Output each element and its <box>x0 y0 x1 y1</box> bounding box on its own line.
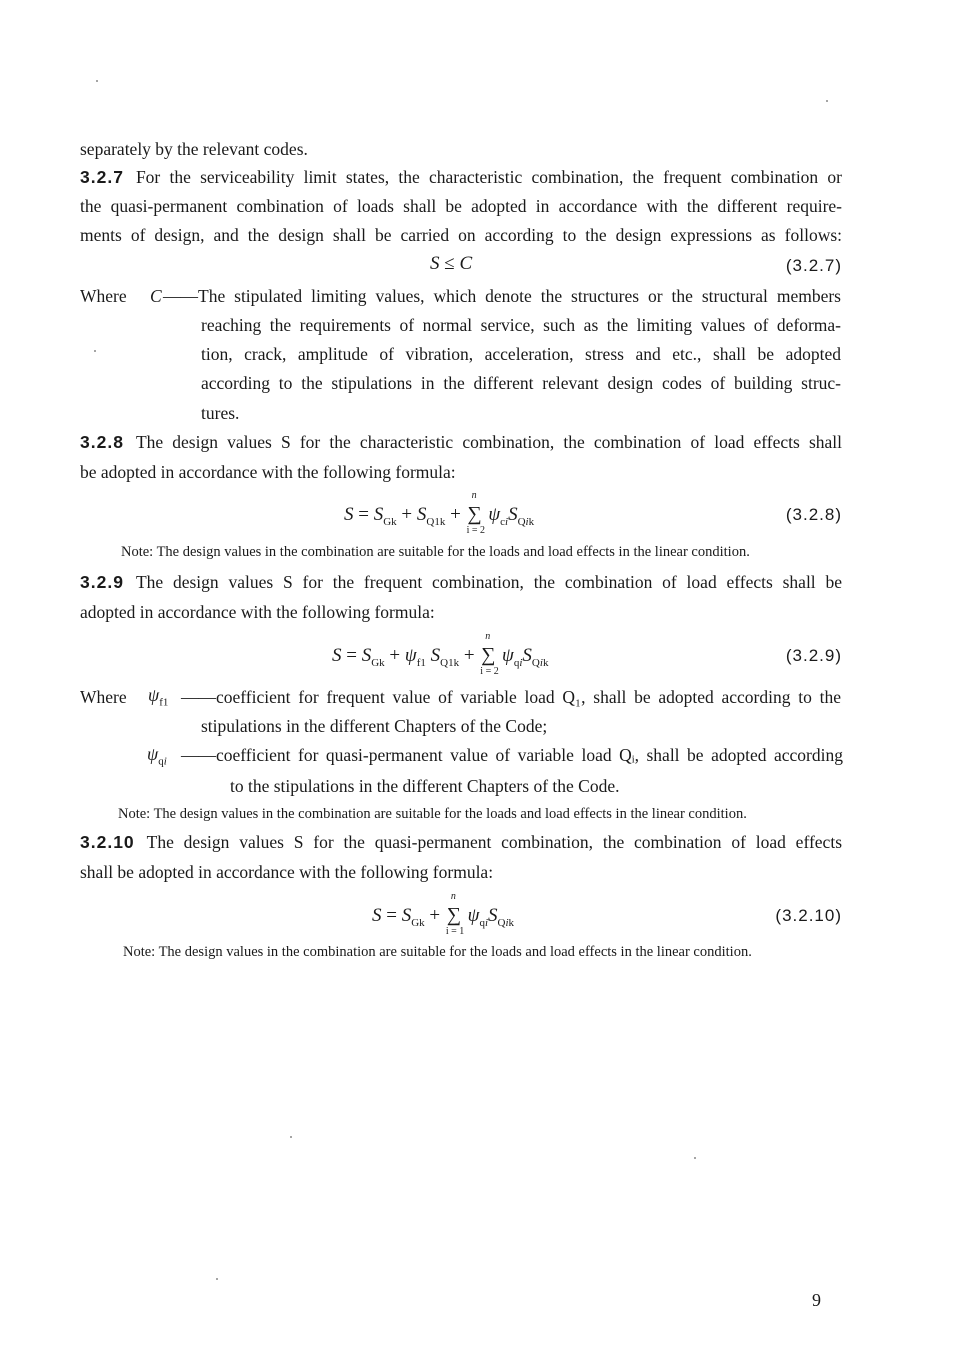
section-number: 3.2.8 <box>80 432 124 452</box>
scan-speck <box>216 1278 218 1280</box>
definition-psi-qi-line-2: to the stipulations in the different Chapters of the Code. <box>230 776 620 796</box>
section-3-2-10-line-1: 3.2.10 The design values S for the quasi-permanent combination, the combination of load effects <box>80 832 842 852</box>
definition-psi-qi-line-1: ——coefficient for quasi-permanent value of variable load Qᵢ, shall be adopted according <box>181 745 843 765</box>
definition-c-line-5: tures. <box>201 403 240 423</box>
definition-c-line-1: ——The stipulated limiting values, which denote the structures or the structural members <box>163 286 841 306</box>
equation-number: (3.2.9) <box>785 646 842 665</box>
section-number: 3.2.7 <box>80 167 124 187</box>
section-3-2-7-line-1: 3.2.7 For the serviceability limit states, the characteristic combination, the frequent combination or <box>80 167 842 187</box>
where-label: Where <box>80 286 127 306</box>
continuation-line: separately by the relevant codes. <box>80 139 308 159</box>
scan-speck <box>694 1157 696 1159</box>
formula-3-2-8: $S = S_{Gk} + S_{Q1k}$ + ∑ n i = 2 $\psi_{ci}S_{Qik}$ <box>344 490 535 536</box>
scan-speck <box>290 1136 292 1138</box>
scan-speck <box>94 350 96 352</box>
formula-3-2-7: S ≤ C <box>430 253 473 274</box>
where-label: Where <box>80 687 127 707</box>
note-3-2-10: Note: The design values in the combination are suitable for the loads and load effects in the linear condition. <box>123 944 752 960</box>
section-3-2-10-line-2: shall be adopted in accordance with the following formula: <box>80 862 494 882</box>
page-number: 9 <box>812 1290 821 1310</box>
scan-speck <box>96 80 98 82</box>
scan-speck <box>826 100 828 102</box>
section-3-2-7-line-3: ments of design, and the design shall be carried on according to the design expressions as follows: <box>80 225 842 245</box>
symbol-psi-f1: $\psi_{f1}$ <box>148 685 169 709</box>
equation-number: (3.2.10) <box>775 906 842 925</box>
note-3-2-9: Note: The design values in the combination are suitable for the loads and load effects in the linear condition. <box>118 806 747 822</box>
definition-c-line-2: reaching the requirements of normal service, such as the limiting values of deforma- <box>201 315 841 335</box>
section-number: 3.2.10 <box>80 832 135 852</box>
note-3-2-8: Note: The design values in the combination are suitable for the loads and load effects in the linear condition. <box>121 544 750 560</box>
equation-number: (3.2.7) <box>785 256 842 275</box>
section-3-2-7-line-2: the quasi-permanent combination of loads shall be adopted in accordance with the different require- <box>80 196 842 216</box>
section-3-2-9-line-1: 3.2.9 The design values S for the frequent combination, the combination of load effects shall be <box>80 572 842 592</box>
formula-3-2-10: $S = S_{Gk}$ + ∑ n i = 1 $\psi_{qi}S_{Qik}$ <box>372 891 515 937</box>
definition-c-line-3: tion, crack, amplitude of vibration, acceleration, stress and etc., shall be adopted <box>201 344 841 364</box>
equation-number: (3.2.8) <box>785 505 842 524</box>
definition-psi-f1-line-2: stipulations in the different Chapters of the Code; <box>201 716 548 736</box>
section-3-2-8-line-1: 3.2.8 The design values S for the characteristic combination, the combination of load effects shall <box>80 432 842 452</box>
section-3-2-8-line-2: be adopted in accordance with the following formula: <box>80 462 456 482</box>
definition-c-line-4: according to the stipulations in the different relevant design codes of building struc- <box>201 373 841 393</box>
symbol-c: C <box>150 286 162 306</box>
definition-psi-f1-line-1: ——coefficient for frequent value of variable load Q₁, shall be adopted according to the <box>181 687 841 707</box>
symbol-psi-qi: $\psi_{qi}$ <box>147 744 167 768</box>
section-number: 3.2.9 <box>80 572 124 592</box>
formula-3-2-9: $S = S_{Gk} + \psi_{f1}$ $S_{Q1k}$ + ∑ n i = 2 $\psi_{qi}S_{Qik}$ <box>332 631 549 677</box>
section-3-2-9-line-2: adopted in accordance with the following formula: <box>80 602 435 622</box>
